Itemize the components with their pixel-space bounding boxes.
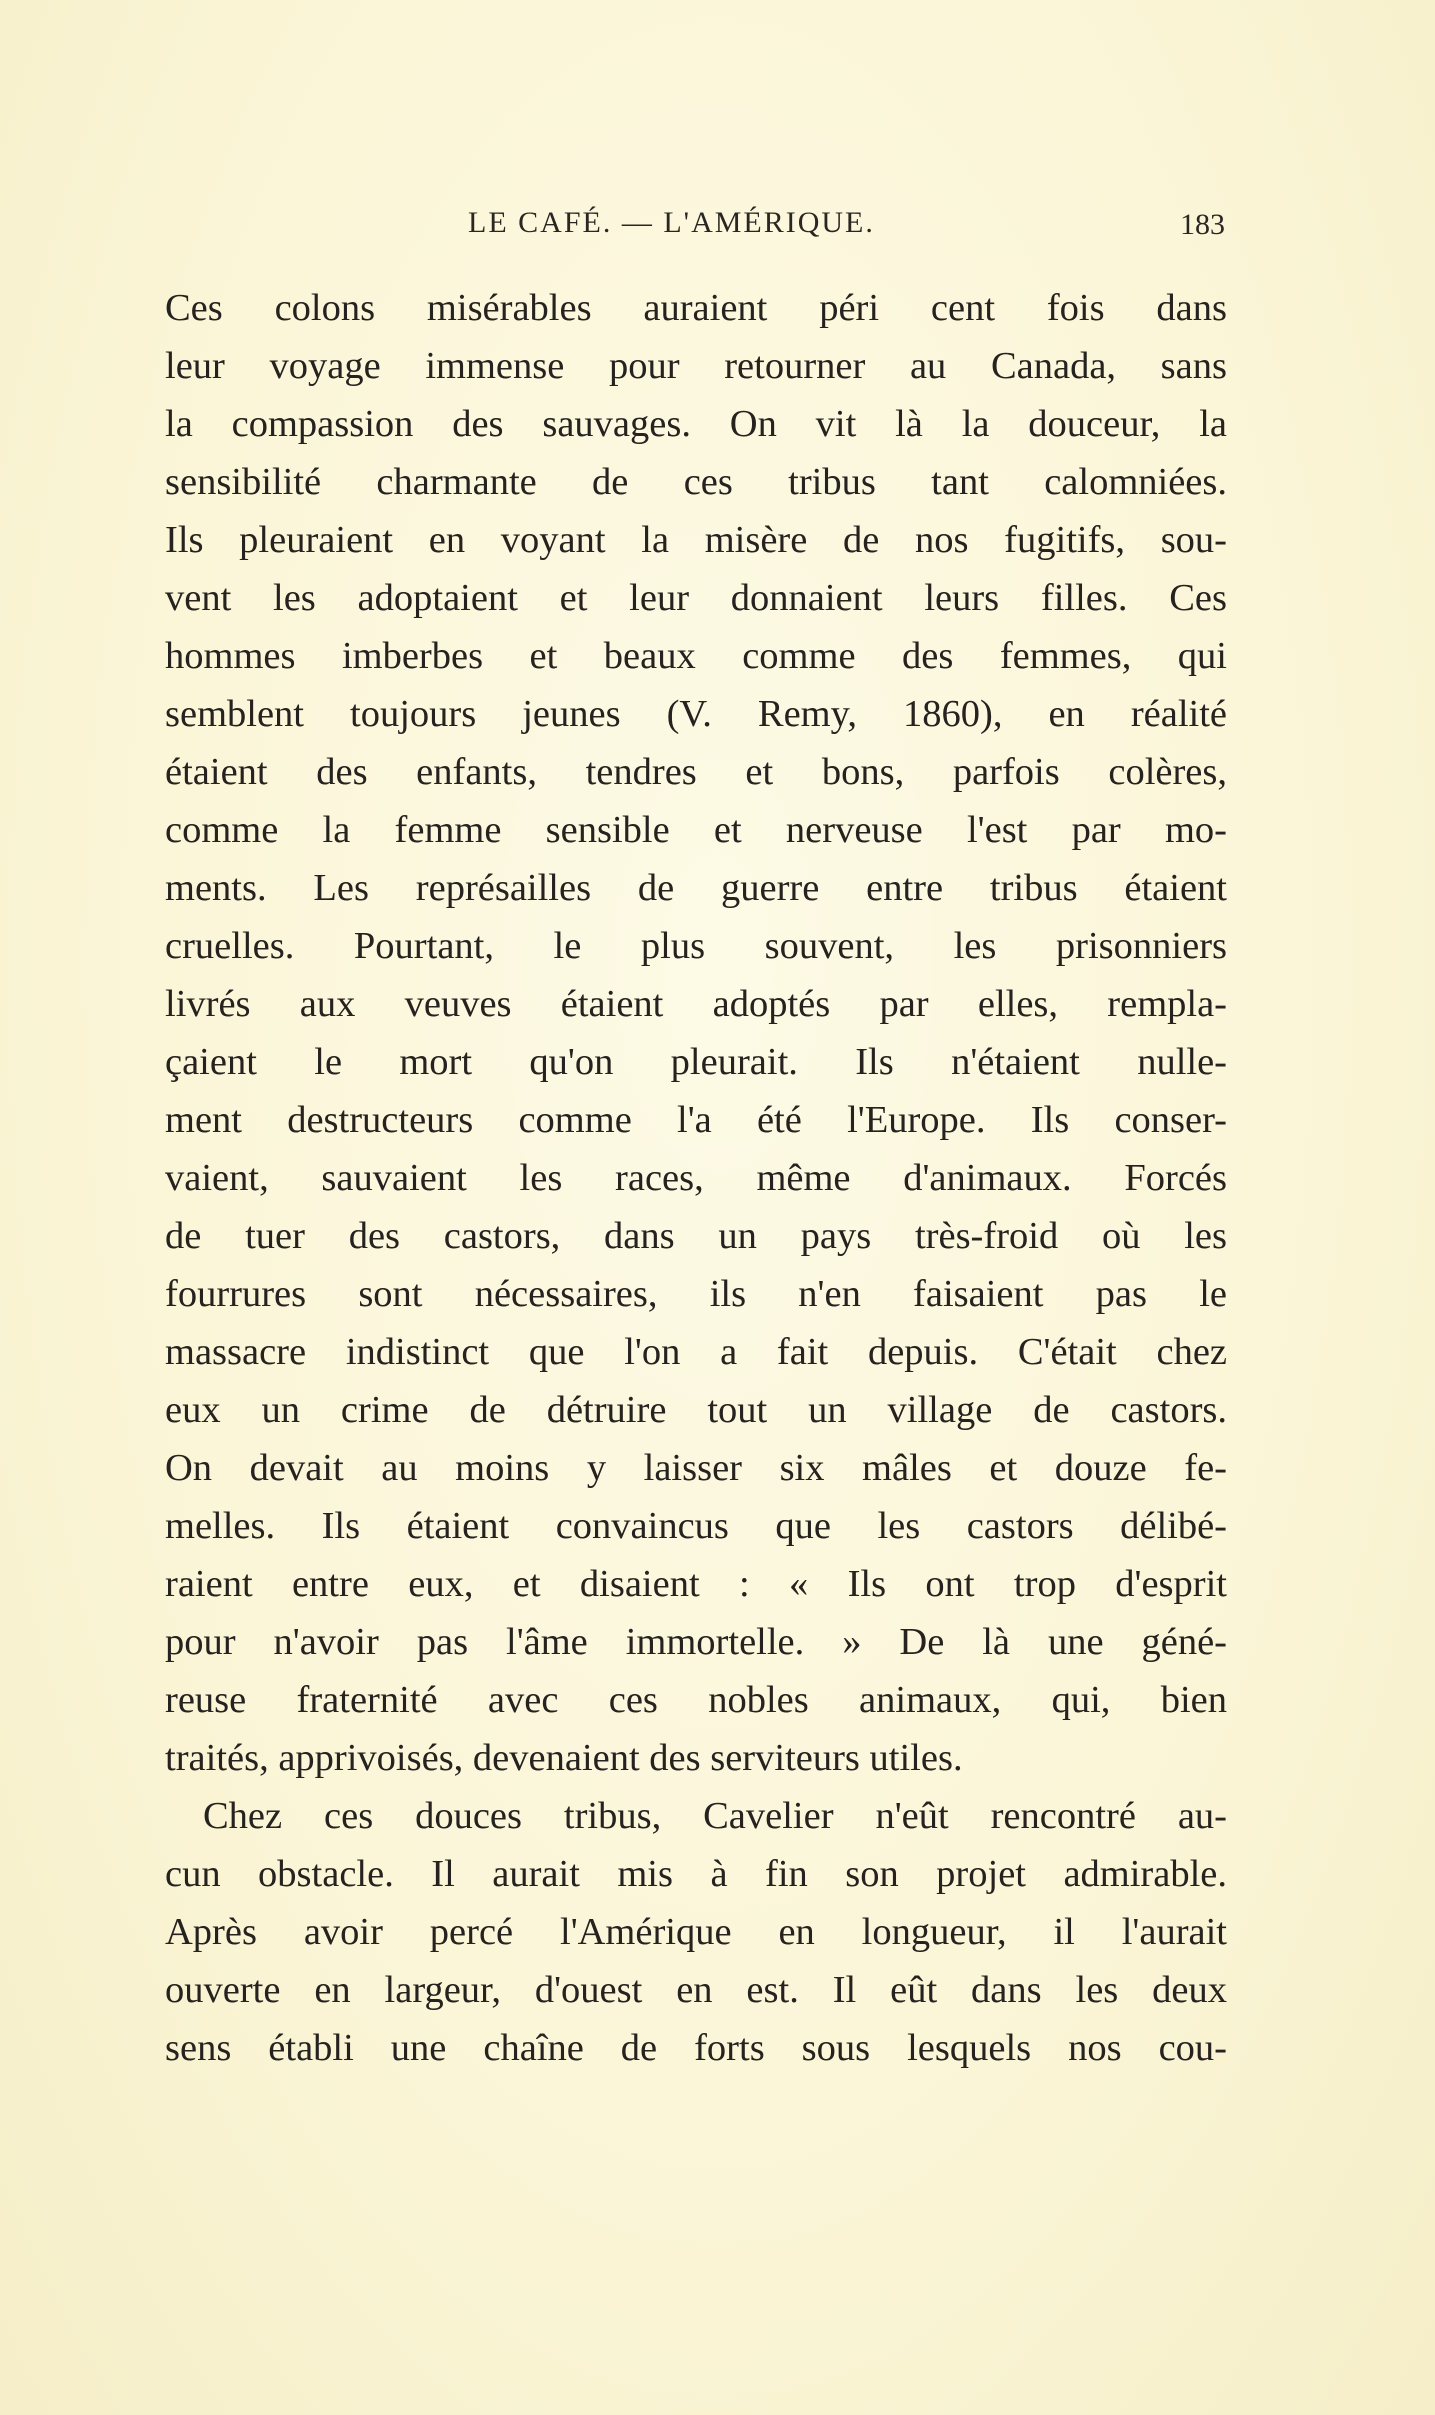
text-line: comme la femme sensible et nerveuse l'est par mo- — [165, 809, 1227, 851]
text-line: de tuer des castors, dans un pays très-froid où les — [165, 1215, 1227, 1257]
text-line: vaient, sauvaient les races, même d'animaux. Forcés — [165, 1157, 1227, 1199]
text-line: sens établi une chaîne de forts sous lesquels nos cou- — [165, 2027, 1227, 2069]
text-line: cun obstacle. Il aurait mis à fin son projet admirable. — [165, 1853, 1227, 1895]
text-line: Ces colons misérables auraient péri cent fois dans — [165, 287, 1227, 329]
running-head: LE CAFÉ. — L'AMÉRIQUE. — [468, 206, 875, 239]
text-line: ment destructeurs comme l'a été l'Europe. Ils conser- — [165, 1099, 1227, 1141]
text-line: la compassion des sauvages. On vit là la douceur, la — [165, 403, 1227, 445]
text-line: On devait au moins y laisser six mâles et douze fe- — [165, 1447, 1227, 1489]
text-line: Ils pleuraient en voyant la misère de nos fugitifs, sou- — [165, 519, 1227, 561]
text-line: ouverte en largeur, d'ouest en est. Il eût dans les deux — [165, 1969, 1227, 2011]
text-line: livrés aux veuves étaient adoptés par elles, rempla- — [165, 983, 1227, 1025]
text-line: hommes imberbes et beaux comme des femmes, qui — [165, 635, 1227, 677]
text-line: reuse fraternité avec ces nobles animaux, qui, bien — [165, 1679, 1227, 1721]
text-line: étaient des enfants, tendres et bons, parfois colères, — [165, 751, 1227, 793]
text-line: ments. Les représailles de guerre entre tribus étaient — [165, 867, 1227, 909]
text-line: leur voyage immense pour retourner au Canada, sans — [165, 345, 1227, 387]
text-line: cruelles. Pourtant, le plus souvent, les prisonniers — [165, 925, 1227, 967]
text-line: pour n'avoir pas l'âme immortelle. » De là une géné- — [165, 1621, 1227, 1663]
text-line: raient entre eux, et disaient : « Ils ont trop d'esprit — [165, 1563, 1227, 1605]
text-line: traités, apprivoisés, devenaient des serviteurs utiles. — [165, 1737, 963, 1779]
text-line: sensibilité charmante de ces tribus tant calomniées. — [165, 461, 1227, 503]
body-text — [165, 279, 1227, 2077]
page-number: 183 — [1180, 208, 1225, 241]
text-line: semblent toujours jeunes (V. Remy, 1860), en réalité — [165, 693, 1227, 735]
text-line: Chez ces douces tribus, Cavelier n'eût rencontré au- — [203, 1795, 1227, 1837]
text-line: melles. Ils étaient convaincus que les castors délibé- — [165, 1505, 1227, 1547]
text-line: çaient le mort qu'on pleurait. Ils n'étaient nulle- — [165, 1041, 1227, 1083]
text-line: vent les adoptaient et leur donnaient leurs filles. Ces — [165, 577, 1227, 619]
text-line: fourrures sont nécessaires, ils n'en faisaient pas le — [165, 1273, 1227, 1315]
text-line: massacre indistinct que l'on a fait depuis. C'était chez — [165, 1331, 1227, 1373]
text-line: eux un crime de détruire tout un village de castors. — [165, 1389, 1227, 1431]
text-line: Après avoir percé l'Amérique en longueur, il l'aurait — [165, 1911, 1227, 1953]
page-header — [165, 206, 1225, 246]
